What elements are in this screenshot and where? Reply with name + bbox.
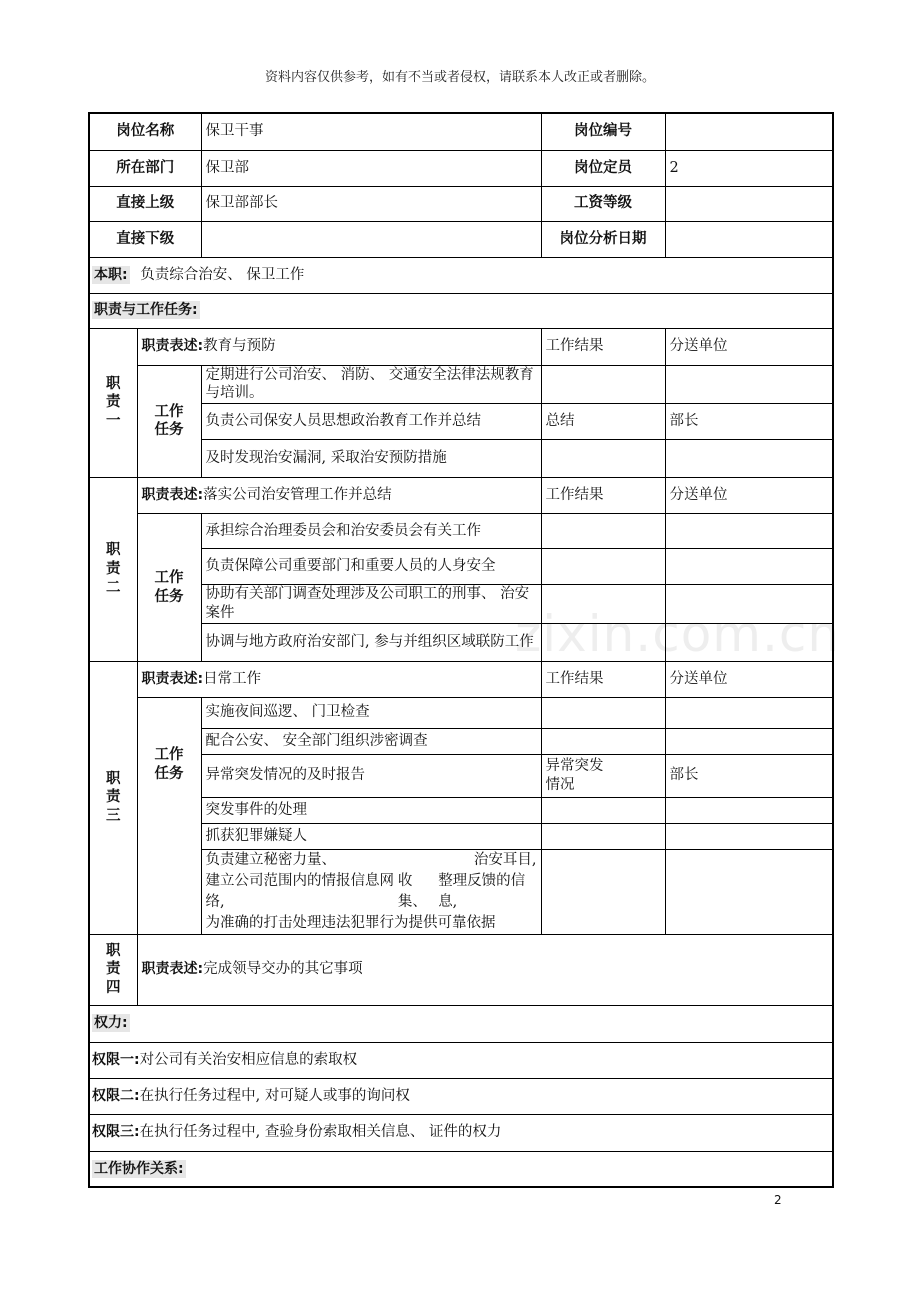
task-text: 协助有关部门调查处理涉及公司职工的刑事、 治安案件 [201,585,541,624]
task-dest [665,440,833,478]
task-dest [665,365,833,404]
table-row [89,697,833,728]
duty2-desc-row [89,478,833,514]
cooperation-row [89,1151,833,1187]
analysis-date-label: 岗位分析日期 [541,221,665,257]
table-row [89,728,833,754]
task-text: 配合公安、 安全部门组织涉密调查 [201,728,541,754]
task-text: 实施夜间巡逻、 门卫检查 [201,697,541,728]
task-dest [665,514,833,549]
task-result [541,728,665,754]
table-row [89,365,833,404]
task-text: 承担综合治理委员会和治安委员会有关工作 [201,514,541,549]
cooperation-title: 工作协作关系: [94,1160,184,1177]
superior-value: 保卫部部长 [201,186,541,221]
duty4-row [89,934,833,1005]
duty1-desc: 教育与预防 [203,338,276,355]
duty2-label: 职 责 二 [89,478,137,662]
table-row [89,623,833,661]
duty3-dest-header: 分送单位 [665,661,833,697]
task-result [541,514,665,549]
duty4-desc: 完成领导交办的其它事项 [203,961,363,978]
task-text-multiline: 负责建立秘密力量、 治安耳目, 建立公司范围内的情报信息网络, 收集、 整理反馈的信息, 为准确的打击处理违法犯罪行为提供可靠依据 [201,849,541,934]
table-row [89,585,833,624]
task-dest: 部长 [665,404,833,440]
task-dest [665,697,833,728]
task-dest [665,728,833,754]
task-dest: 部长 [665,754,833,797]
task-text: 突发事件的处理 [201,797,541,823]
duty1-task-label: 工作 任务 [137,365,201,478]
headcount-label: 岗位定员 [541,150,665,186]
position-name-value: 保卫干事 [201,113,541,150]
dept-value: 保卫部 [201,150,541,186]
task-dest [665,823,833,849]
task-result [541,697,665,728]
duty2-dest-header: 分送单位 [665,478,833,514]
duty1-label: 职 责 一 [89,328,137,478]
table-row [89,797,833,823]
task-dest [665,797,833,823]
main-duty-text: 负责综合治安、 保卫工作 [140,266,305,283]
duty3-desc: 日常工作 [203,670,262,687]
task-dest [665,549,833,585]
salary-value [665,186,833,221]
task-text: 异常突发情况的及时报告 [201,754,541,797]
task-result [541,797,665,823]
task-result [541,365,665,404]
task-dest [665,849,833,934]
task-result [541,849,665,934]
task-dest [665,585,833,624]
job-description-table [88,112,834,1188]
task-result [541,585,665,624]
task-result [541,549,665,585]
subordinate-label: 直接下级 [89,221,201,257]
position-code-label: 岗位编号 [541,113,665,150]
task-text: 负责保障公司重要部门和重要人员的人身安全 [201,549,541,585]
task-text: 及时发现治安漏洞, 采取治安预防措施 [201,440,541,478]
task-text: 协调与地方政府治安部门, 参与并组织区域联防工作 [201,623,541,661]
table-row [89,823,833,849]
task-text: 定期进行公司治安、 消防、 交通安全法律法规教育与培训。 [201,365,541,404]
table-row [89,514,833,549]
superior-label: 直接上级 [89,186,201,221]
duty2-task-label: 工作 任务 [137,514,201,662]
power3-text: 在执行任务过程中, 查验身份索取相关信息、 证件的权力 [139,1124,502,1141]
powers-title-row [89,1005,833,1042]
table-row [89,549,833,585]
info-row-4 [89,221,833,257]
duty2-desc: 落实公司治安管理工作并总结 [203,487,392,504]
power1-label: 权限一: [92,1051,140,1068]
duty3-desc-label: 职责表述: [141,670,204,687]
table-row [89,754,833,797]
dept-label: 所在部门 [89,150,201,186]
task-result: 总结 [541,404,665,440]
duty3-result-header: 工作结果 [541,661,665,697]
task-result: 异常突发 情况 [541,754,665,797]
task-result [541,623,665,661]
powers-title: 权力: [94,1015,128,1032]
watermark: zixin.com.cn [515,605,841,663]
task-dest [665,623,833,661]
power3-label: 权限三: [92,1124,140,1141]
info-row-3 [89,186,833,221]
main-duty-label: 本职: [94,266,128,283]
duties-title: 职责与工作任务: [94,302,198,319]
power1-text: 对公司有关治安相应信息的索取权 [139,1051,358,1068]
duty1-desc-row [89,328,833,365]
duty4-desc-label: 职责表述: [141,961,204,978]
duty1-result-header: 工作结果 [541,328,665,365]
disclaimer: 资料内容仅供参考，如有不当或者侵权，请联系本人改正或者删除。 [264,70,655,85]
table-row [89,849,833,934]
position-name-label: 岗位名称 [89,113,201,150]
duty3-desc-row [89,661,833,697]
position-code-value [665,113,833,150]
main-duty-row [89,257,833,293]
power-row [89,1078,833,1114]
task-text: 抓获犯罪嫌疑人 [201,823,541,849]
subordinate-value [201,221,541,257]
duty3-task-label: 工作 任务 [137,697,201,934]
power2-label: 权限二: [92,1087,140,1104]
salary-label: 工资等级 [541,186,665,221]
headcount-value: 2 [665,150,833,186]
duty3-label: 职 责 三 [89,661,137,934]
duty1-dest-header: 分送单位 [665,328,833,365]
table-row [89,404,833,440]
power-row [89,1114,833,1151]
duties-title-row [89,293,833,328]
table-row [89,440,833,478]
task-result [541,440,665,478]
duty4-label: 职 责 四 [89,934,137,1005]
analysis-date-value [665,221,833,257]
power-row [89,1042,833,1078]
duty1-desc-label: 职责表述: [141,338,204,355]
task-result [541,823,665,849]
power2-text: 在执行任务过程中, 对可疑人或事的询问权 [139,1087,410,1104]
duty2-desc-label: 职责表述: [141,487,204,504]
duty2-result-header: 工作结果 [541,478,665,514]
info-row-1 [89,113,833,150]
task-text: 负责公司保安人员思想政治教育工作并总结 [201,404,541,440]
info-row-2 [89,150,833,186]
page-number: 2 [774,1193,782,1207]
